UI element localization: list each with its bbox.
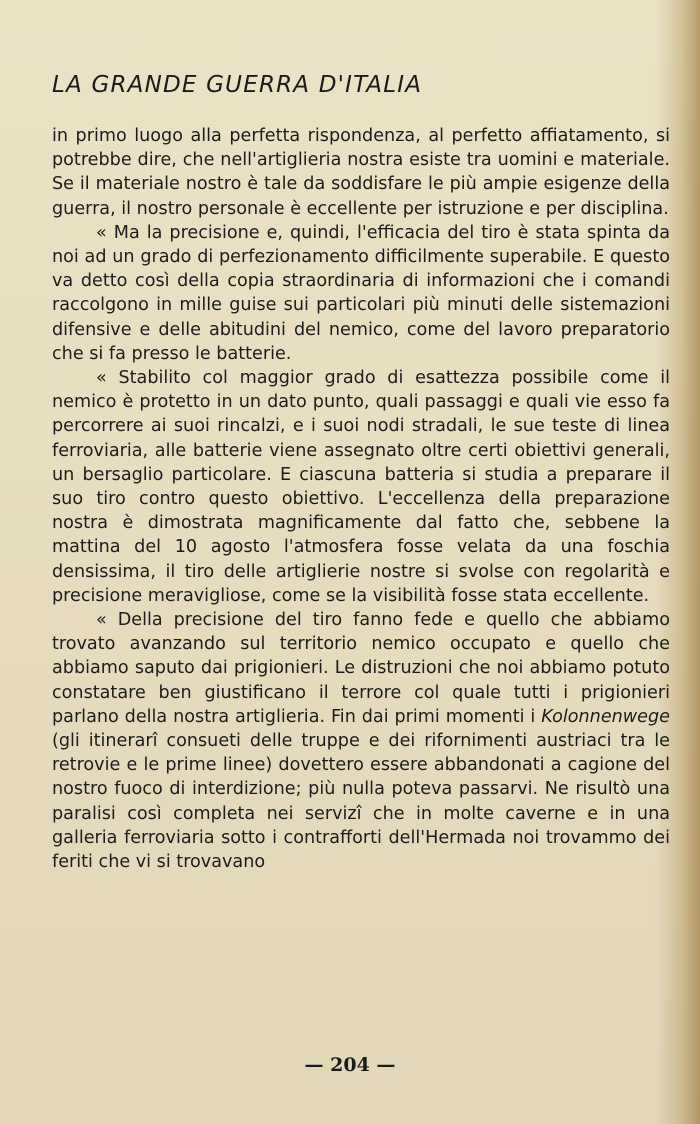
paragraph-2: « Ma la precisione e, quindi, l'efficacia del tiro è stata spinta da noi ad un grado di perfezionamento difficilmente superabile. E questo va detto così della copia straordinaria di informazioni che i comandi raccolgono in mille guise sui particolari più minuti delle sistemazioni difensive e delle abitudini del nemico, come del lavoro preparatorio che si fa presso le batterie.: [52, 222, 670, 364]
paragraph-4-text-start: « Della precisione del tiro fanno fede e quello che abbiamo trovato avanzando sul territorio nemico occupato e quello che abbiamo saputo dai prigionieri. Le distruzioni che noi abbiamo potuto constatare ben giustificano il terrore col quale tutti i prigionieri parlano della nostra artiglieria. Fin dai primi momenti i: [52, 610, 670, 727]
italic-term: Kolonnenwege: [541, 706, 670, 727]
paragraph-3: « Stabilito col maggior grado di esattezza possibile come il nemico è protetto in un dato punto, quali passaggi e quali vie esso fa percorrere ai suoi rincalzi, e i suoi nodi stradali, le sue teste di linea ferroviaria, alle batterie viene assegnato oltre certi obiettivi generali, un bersaglio particolare. E ciascuna batteria si studia a preparare il suo tiro contro questo obiettivo. L'eccellenza della preparazione nostra è dimostrata magnificamente dal fatto che, sebbene la mattina del 10 agosto l'atmosfera fosse velata da una foschia densissima, il tiro delle artiglierie nostre si svolse con regolarità e precisione meravigliose, come se la visibilità fosse stata eccellente.: [52, 368, 670, 606]
page-number: — 204 —: [304, 1054, 396, 1076]
paragraph-4: [52, 608, 670, 874]
body-text: [52, 124, 670, 874]
running-head: LA GRANDE GUERRA D'ITALIA: [52, 72, 423, 98]
paragraph-1: in primo luogo alla perfetta rispondenza, al perfetto affiatamento, si potrebbe dire, che nell'artiglieria nostra esiste tra uomini e materiale. Se il materiale nostro è tale da soddisfare le più ampie esigenze della guerra, il nostro personale è eccellente per istruzione e per disciplina.: [52, 126, 670, 219]
paragraph-4-text-end: (gli itinerarî consueti delle truppe e dei rifornimenti austriaci tra le retrovie e le prime linee) dovettero essere abbandonati a cagione del nostro fuoco di interdizione; più nulla poteva passarvi. Ne risultò una paralisi così completa nei servizî che in molte caverne e in una galleria ferroviaria sotto i contrafforti dell'Hermada noi trovammo dei feriti che vi si trovavano: [52, 731, 670, 873]
